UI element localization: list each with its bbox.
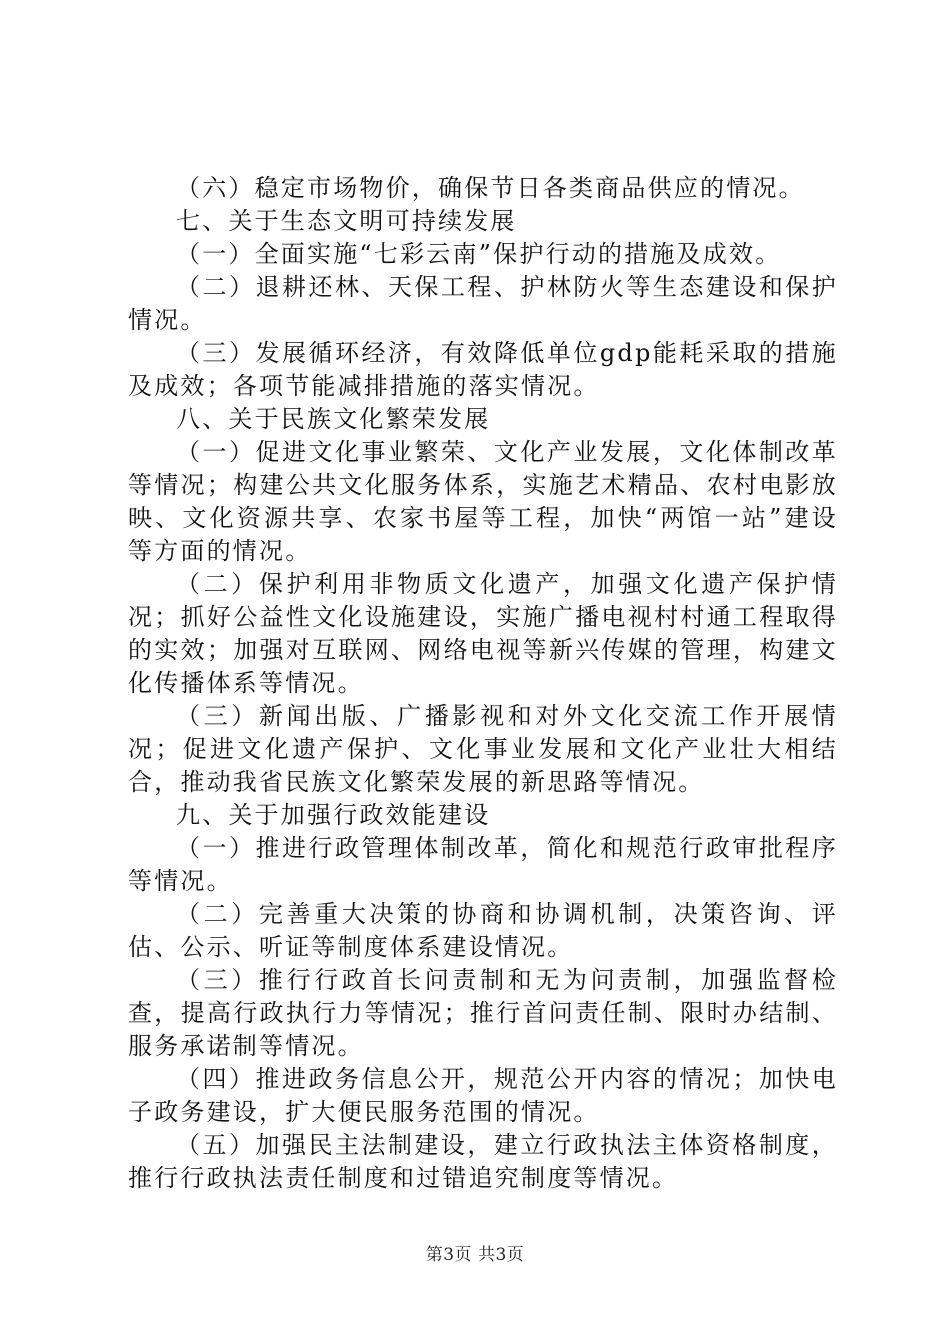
paragraph: （四）推进政务信息公开，规范公开内容的情况；加快电子政务建设，扩大便民服务范围的情况。 [128,1065,838,1126]
paragraph: （五）加强民主法制建设，建立行政执法主体资格制度，推行行政执法责任制度和过错追究制度等情况。 [128,1131,838,1192]
paragraph: （一）全面实施“七彩云南”保护行动的措施及成效。 [176,240,782,268]
paragraph: （二）完善重大决策的协商和协调机制，决策咨询、评估、公示、听证等制度体系建设情况。 [128,900,838,961]
section-heading: 八、关于民族文化繁荣发展 [176,405,491,433]
paragraph: （二）退耕还林、天保工程、护林防火等生态建设和保护情况。 [128,273,838,334]
paragraph: （一）促进文化事业繁荣、文化产业发展，文化体制改革等情况；构建公共文化服务体系，实施艺术精品、农村电影放映、文化资源共享、农家书屋等工程，加快“两馆一站”建设等方面的情况。 [128,438,838,565]
document-body [128,172,838,1195]
paragraph: （六）稳定市场物价，确保节日各类商品供应的情况。 [176,174,805,202]
paragraph: （三）新闻出版、广播影视和对外文化交流工作开展情况；促进文化遗产保护、文化事业发展和文化产业壮大相结合，推动我省民族文化繁荣发展的新思路等情况。 [128,702,838,796]
paragraph: （二）保护利用非物质文化遗产，加强文化遗产保护情况；抓好公益性文化设施建设，实施广播电视村村通工程取得的实效；加强对互联网、网络电视等新兴传媒的管理，构建文化传播体系等情况。 [128,570,838,697]
paragraph: （三）发展循环经济，有效降低单位gdp能耗采取的措施及成效；各项节能减排措施的落实情况。 [128,339,838,400]
paragraph: （三）推行行政首长问责制和无为问责制，加强监督检查，提高行政执行力等情况；推行首问责任制、限时办结制、服务承诺制等情况。 [128,966,838,1060]
section-heading: 九、关于加强行政效能建设 [176,801,491,829]
paragraph: （一）推进行政管理体制改革，简化和规范行政审批程序等情况。 [128,834,838,895]
section-heading: 七、关于生态文明可持续发展 [176,207,517,235]
page-number-footer: 第3页 共3页 [425,1245,525,1265]
